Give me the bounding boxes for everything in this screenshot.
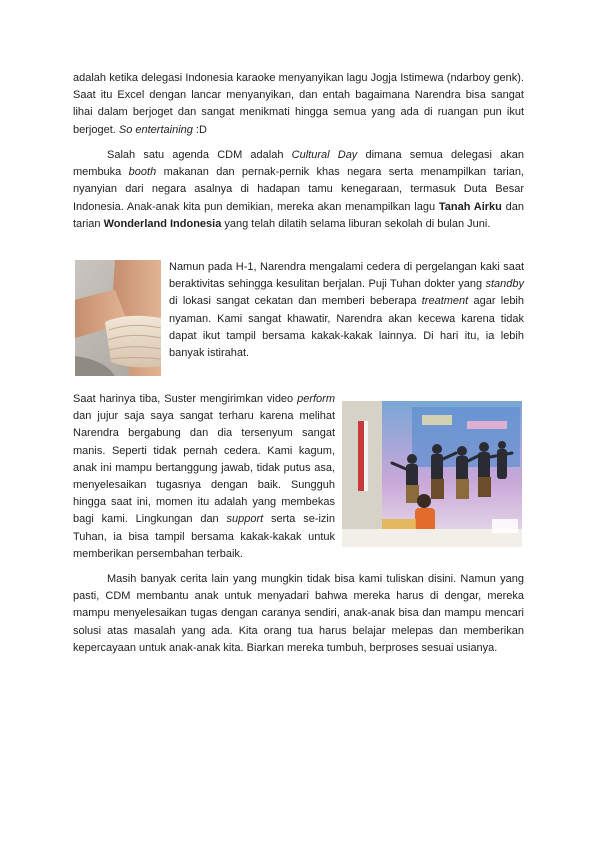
text: adalah ketika delegasi Indonesia karaoke menyanyikan lagu Jogja Istimewa (ndarboy genk). Saat itu Excel dengan lancar menyanyikan, dan entah bagaimana Narendra bisa sangat lihai dalam berjoget dan sangat menikmati hingga semua yang ada di ruangan pun ikut berjoget. [73, 72, 524, 136]
italic-text: booth [128, 166, 157, 179]
text: dan jujur saja saya sangat terharu karena melihat Narendra bergabung dan dia tersenyum sangat manis. Seperti tidak pernah cedera. Kami kagum, anak ini mampu bertanggung jawab, tidak putus asa, menyelesaikan tugasnya dengan baik. Sungguh hingga saat ini, momen itu adalah yang membekas bagi kami. Lingkungan dan [73, 410, 335, 526]
text: dimana semua delegasi akan membuka [73, 149, 524, 179]
paragraph-cultural-day [73, 147, 524, 233]
ankle-bandage-image [75, 260, 161, 376]
dance-performance-photo [342, 401, 522, 547]
bold-text: Tanah Airku [438, 200, 502, 213]
italic-text: So entertaining [118, 123, 193, 136]
paragraph-performance [73, 391, 335, 563]
text: di lokasi sangat cekatan dan memberi beberapa [169, 295, 422, 308]
text: yang telah dilatih selama liburan sekolah di bulan Juni. [221, 217, 491, 230]
ankle-bandage-photo [75, 260, 161, 376]
paragraph-closing [73, 571, 524, 657]
italic-text: perform [297, 393, 335, 405]
text: agar lebih nyaman. Kami sangat khawatir, Narendra akan kecewa karena tidak dapat ikut tampil bersama kakak-kakak lainnya. Di hari itu, ia lebih banyak istirahat. [169, 295, 524, 360]
dance-performance-image [342, 401, 522, 547]
text: dan tarian [73, 200, 524, 230]
paragraph-injury [169, 259, 524, 362]
text: serta se-izin Tuhan, ia bisa tampil bersama kakak-kakak untuk memberikan persembahan terbaik. [73, 513, 335, 560]
text: Namun pada H-1, Narendra mengalami cedera di pergelangan kaki saat beraktivitas sehingga kesulitan berjalan. Puji Tuhan dokter yang [169, 261, 524, 291]
italic-text: standby [485, 278, 524, 291]
text: Saat harinya tiba, Suster mengirimkan video [73, 393, 298, 405]
italic-text: Cultural Day [291, 149, 358, 161]
text: :D [192, 123, 207, 136]
italic-text: support [226, 513, 264, 526]
italic-text: treatment [421, 295, 469, 308]
text: makanan dan pernak-pernik khas negara serta menampilkan tarian, nyanyian dari negara asalnya di hadapan tamu kenegaraan, termasuk Duta Besar Indonesia. Anak-anak kita pun demikian, mereka akan menampilkan lagu [73, 166, 524, 213]
bold-text: Wonderland Indonesia [103, 217, 222, 230]
text: Salah satu agenda CDM adalah [107, 149, 292, 161]
paragraph-karaoke [73, 70, 524, 139]
text: Masih banyak cerita lain yang mungkin tidak bisa kami tuliskan disini. Namun yang pasti, CDM membantu anak untuk menyadari bahwa mereka harus di dengar, mereka mampu menyelesaikan tugas dengan caranya sendiri, anak-anak bisa dan mampu mencari solusi atas masalah yang ada. Kita orang tua harus belajar melepas dan memberikan kepercayaan untuk anak-anak kita. Biarkan mereka tumbuh, berproses sesuai usianya. [73, 573, 524, 654]
